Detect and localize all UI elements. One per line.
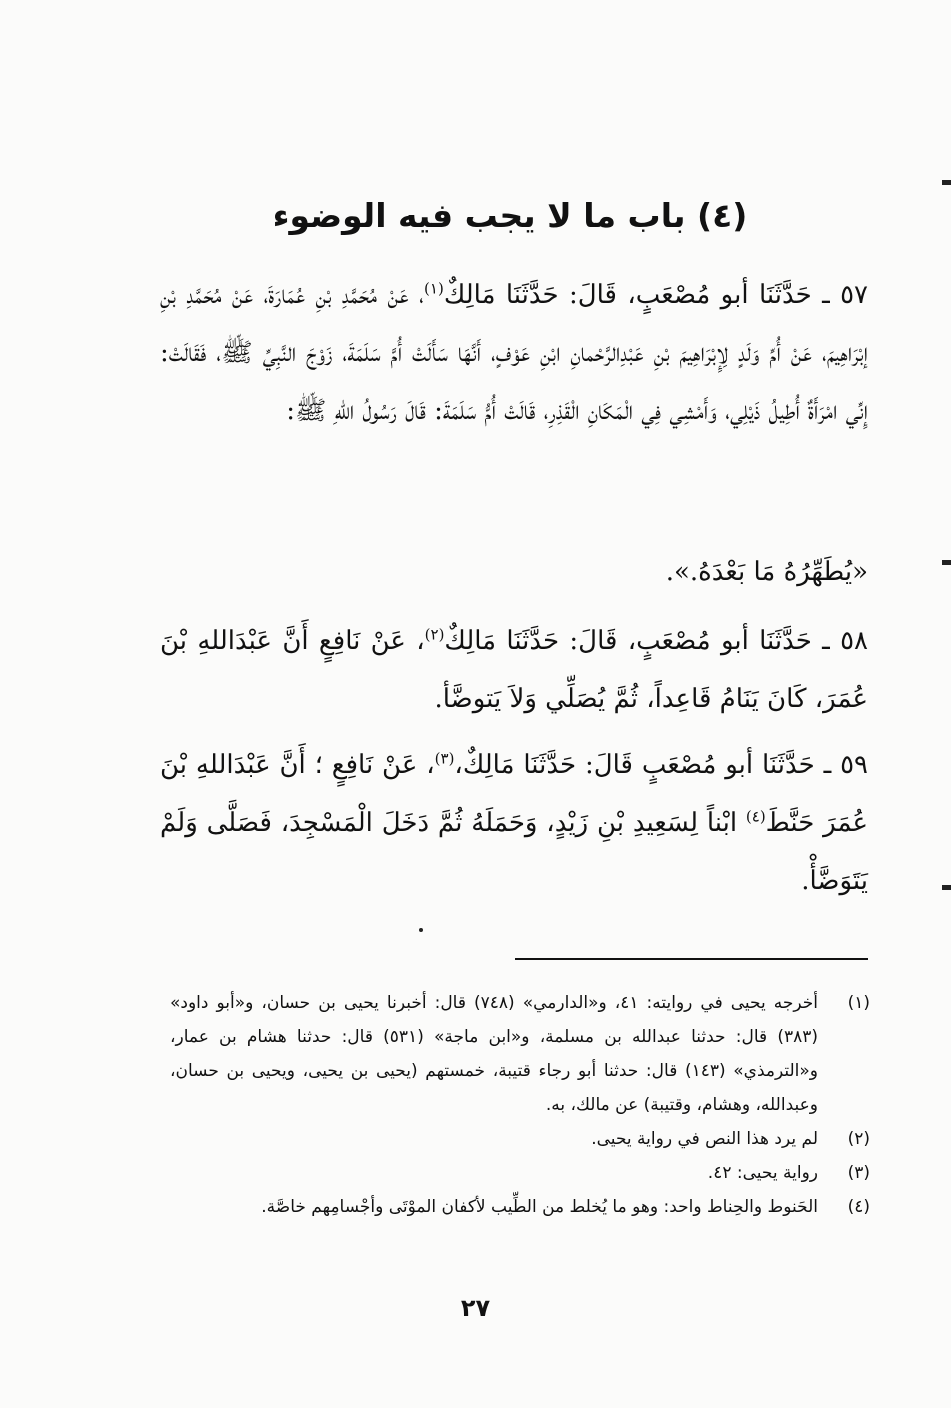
footnote-text [170, 986, 818, 1122]
footnote-number: (١) [847, 993, 870, 1013]
footnote-number: (٢) [847, 1129, 870, 1149]
footnote-3 [170, 1156, 870, 1190]
footnote-1-part-1: أخرجه يحيى في روايته: ٤١، و«الدارمي» (٧٤٨) قال: أخبرنا يحيى بن حسان، و«أبو داود» (٣٨٣) قال: حدثنا عبدالله بن مسلمة، و«ابن ماجة» (٥٣١) قال: حدثنا هشام بن عمار، و«الترمذي» (١٤٣) قال: حدثنا أبو رجاء قتيبة، [170, 993, 819, 1081]
hadith-58-text-start: ٥٨ ـ حَدَّثَنَا أبو مُصْعَبٍ، قَالَ: حَدَّثَنَا مَالِكٌ [444, 626, 868, 656]
hadith-57-quote-block [160, 543, 868, 601]
scan-edge-mark [942, 180, 951, 185]
footnote-text: الحَنوط والحِناط واحد: وهو ما يُخلط من الطِّيب لأكفان الموْتَى وأجْسامِهم خاصَّة. [261, 1197, 818, 1217]
footnote-1-part-2: خمستهم (يحيى بن يحيى، ويحيى بن حسان، وعبدالله، وهشام، وقتيبة) عن مالك، به. [170, 1061, 818, 1115]
footnote-text: لم يرد هذا النص في رواية يحيى. [591, 1129, 818, 1149]
scan-edge-mark [942, 885, 951, 890]
hadith-59-text-end: ابْناً لِسَعِيدِ بْنِ زَيْدٍ، وَحَمَلَهُ ثُمَّ دَخَلَ الْمَسْجِدَ، فَصَلَّى وَلَمْ يَتَوَضَّأْ. [160, 808, 868, 896]
footnote-text: رواية يحيى: ٤٢. [707, 1163, 818, 1183]
hadith-57-quote: «يُطَهِّرُهُ مَا بَعْدَهُ.». [665, 557, 868, 587]
footnote-1 [170, 986, 870, 1122]
page-number: ٢٧ [460, 1294, 491, 1322]
hadith-59-text-start: ٥٩ ـ حَدَّثَنَا أبو مُصْعَبٍ قَالَ: حَدَّثَنَا مَالِكٌ، [454, 750, 868, 780]
footnote-number: (٤) [847, 1197, 870, 1217]
footnote-ref-2[interactable]: (٢) [424, 625, 445, 644]
footnote-4 [170, 1190, 870, 1224]
hadith-58-text-end: ، عَنْ نَافِعٍ أَنَّ عَبْدَاللهِ بْنَ عُمَرَ، كَانَ يَنَامُ قَاعِداً، ثُمَّ يُصَلِّي وَلاَ يَتوضَّأ. [160, 626, 868, 714]
footnote-number: (٣) [847, 1163, 870, 1183]
footnote-2 [170, 1122, 870, 1156]
footnote-ref-1[interactable]: (١) [424, 279, 444, 298]
hadith-59 [160, 736, 868, 910]
chapter-heading: (٤) باب ما لا يجب فيه الوضوء [272, 196, 748, 235]
hadith-59-text-middle: ، عَنْ نَافِعٍ ؛ أَنَّ عَبْدَاللهِ بْنَ عُمَرَ حَنَّطَ [160, 750, 868, 838]
hadith-58 [160, 612, 868, 728]
scan-edge-mark [942, 560, 951, 565]
footnotes [170, 986, 870, 1224]
ink-speck [419, 928, 423, 932]
footnote-separator [515, 958, 868, 960]
hadith-57 [160, 266, 868, 440]
footnote-ref-4[interactable]: (٤) [745, 807, 766, 826]
hadith-57-text-end: ، عَنْ مُحَمَّدِ بْنِ عُمَارَةَ، عَنْ مُحَمَّدِ بْنِ إبْرَاهِيمَ، عَنْ أُمِّ وَلَدٍ لِإِبْرَاهِيمَ بْنِ عَبْدِالرَّحْمانِ ابْنِ عَوْفٍ، أَنَّهَا سَأَلَتْ أُمَّ سَلَمَةَ، زَوْجَ النَّبِيِّ ﷺ، فَقَالَتْ: إِنِّي امْرَأَةٌ أُطِيلُ ذَيْلِي، وَأَمْشِي فِي الْمَكَانِ الْقَذِرِ، قَالَتْ أُمُّ سَلَمَةَ: قَالَ رَسُولُ اللهِ ﷺ: [160, 280, 868, 426]
footnote-ref-3[interactable]: (٣) [434, 749, 455, 768]
hadith-57-text-start: ٥٧ ـ حَدَّثَنَا أبو مُصْعَبٍ، قَالَ: حَدَّثَنَا مَالِكٌ [443, 280, 869, 310]
